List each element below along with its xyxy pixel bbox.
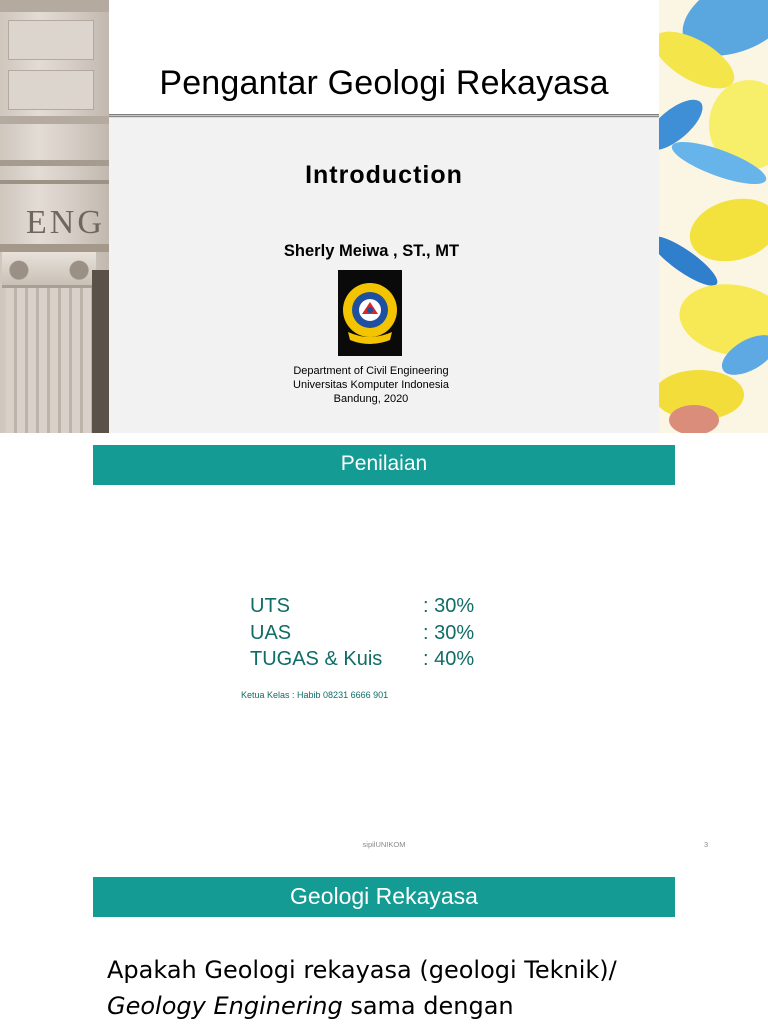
section-header-title: Geologi Rekayasa xyxy=(290,883,478,909)
affiliation xyxy=(240,364,502,406)
grade-list xyxy=(250,595,510,675)
class-leader-note: Ketua Kelas : Habib 08231 6666 901 xyxy=(241,690,389,700)
column-capital xyxy=(2,252,96,288)
section-header-bar xyxy=(93,877,675,917)
slide-footer: sipilUNIKOM xyxy=(362,840,406,849)
affiliation-line: Universitas Komputer Indonesia xyxy=(293,379,449,391)
slide-geologi-rekayasa xyxy=(0,866,768,1024)
section-header-bar xyxy=(93,445,675,485)
question-line xyxy=(107,988,707,1024)
question-italic-term: Geology Enginering xyxy=(107,992,343,1020)
affiliation-line: Bandung, 2020 xyxy=(333,393,409,405)
slide-page-number: 3 xyxy=(704,840,709,849)
grade-label: UTS xyxy=(250,595,290,617)
slide-title-heading: Pengantar Geologi Rekayasa xyxy=(159,64,609,102)
grade-row xyxy=(250,648,510,675)
grade-row xyxy=(250,595,510,622)
slide-subtitle: Introduction xyxy=(305,161,463,189)
engraved-text: ENG xyxy=(26,204,105,241)
grade-value: : 30% xyxy=(423,621,475,644)
abstract-art-image xyxy=(659,0,768,433)
question-line-rest: sama dengan xyxy=(342,992,514,1020)
grade-label: UAS xyxy=(250,621,292,644)
affiliation-line: Department of Civil Engineering xyxy=(293,365,449,377)
building-facade-image xyxy=(0,0,109,433)
question-line: Apakah Geologi rekayasa (geologi Teknik)/ xyxy=(107,956,617,984)
grade-value: : 40% xyxy=(423,648,475,670)
slide-penilaian xyxy=(0,433,768,866)
column-shaft xyxy=(6,288,92,433)
grade-label: TUGAS & Kuis xyxy=(250,648,383,670)
slide-title xyxy=(0,0,768,433)
grade-row xyxy=(250,622,510,649)
author-name: Sherly Meiwa , ST., MT xyxy=(283,242,460,260)
section-header-title: Penilaian xyxy=(340,452,428,475)
title-divider xyxy=(109,114,659,118)
question-text xyxy=(107,952,707,1024)
grade-value: : 30% xyxy=(423,595,475,617)
unikom-seal-icon xyxy=(338,270,402,356)
